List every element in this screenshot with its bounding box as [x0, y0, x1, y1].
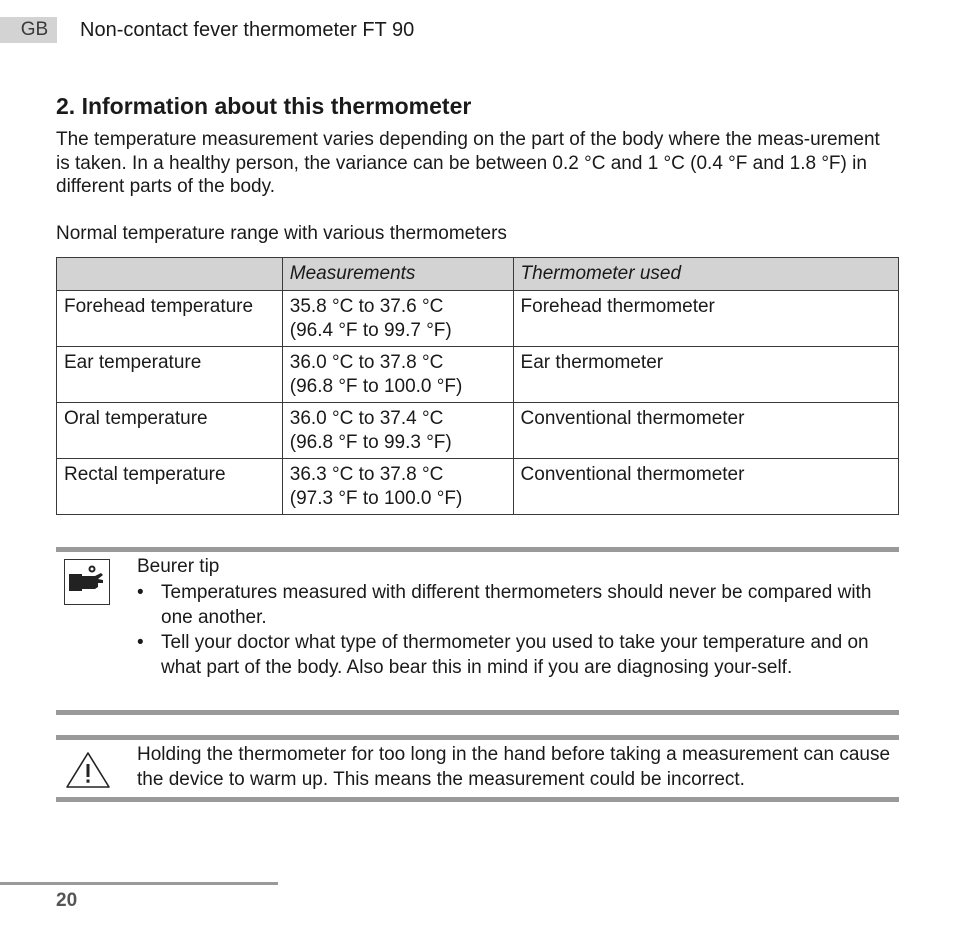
thermometer-type-cell: Conventional thermometer [513, 459, 898, 515]
language-badge: GB [0, 17, 57, 43]
warning-bottom-rule [56, 797, 899, 802]
tip-item [137, 580, 902, 630]
tip-list [137, 580, 902, 680]
warning-text: Holding the thermometer for too long in the hand before taking a measurement can cause the device to warm up. This means the measurement could be incorrect. [137, 744, 891, 790]
pointing-hand-icon [64, 559, 110, 605]
thermometer-type-cell: Forehead thermometer [513, 291, 898, 347]
range-fahrenheit: (96.8 °F to 100.0 °F) [289, 376, 463, 397]
table-row [57, 347, 899, 403]
table-row [57, 459, 899, 515]
body-site-cell: Forehead temperature [57, 291, 283, 347]
tip-item [137, 630, 902, 680]
bullet-icon: • [137, 582, 144, 603]
warning-top-rule [56, 735, 899, 740]
range-celsius: 36.0 °C to 37.8 °C [289, 352, 444, 373]
measurement-range-cell [282, 291, 513, 347]
tip-title: Beurer tip [137, 556, 220, 577]
range-celsius: 36.3 °C to 37.8 °C [289, 464, 444, 485]
measurement-range-cell [282, 403, 513, 459]
range-celsius: 35.8 °C to 37.6 °C [289, 296, 444, 317]
body-site-cell: Oral temperature [57, 403, 283, 459]
range-celsius: 36.0 °C to 37.4 °C [289, 408, 444, 429]
page-number: 20 [56, 890, 78, 911]
range-fahrenheit: (96.4 °F to 99.7 °F) [289, 320, 452, 341]
bullet-icon: • [137, 632, 144, 653]
tip-item-text: Temperatures measured with different thermometers should never be compared with one another. [161, 582, 872, 628]
document-header-title: Non-contact fever thermometer FT 90 [80, 19, 415, 41]
body-site-cell: Rectal temperature [57, 459, 283, 515]
column-header-thermometer-used: Thermometer used [513, 258, 898, 291]
warning-triangle-icon [64, 750, 112, 790]
thermometer-type-cell: Ear thermometer [513, 347, 898, 403]
column-header-measurements: Measurements [282, 258, 513, 291]
section-heading: 2. Information about this thermometer [56, 93, 472, 119]
column-header-site [57, 258, 283, 291]
tip-bottom-rule [56, 710, 899, 715]
measurement-range-cell [282, 459, 513, 515]
thermometer-type-cell: Conventional thermometer [513, 403, 898, 459]
tip-top-rule [56, 547, 899, 552]
temperature-range-table [56, 257, 899, 515]
footer-rule [0, 882, 278, 885]
tip-item-text: Tell your doctor what type of thermometer you used to take your temperature and on what part of the body. Also bear this in mind if you are diagnosing your-self. [161, 632, 869, 678]
table-row [57, 403, 899, 459]
body-site-cell: Ear temperature [57, 347, 283, 403]
range-fahrenheit: (97.3 °F to 100.0 °F) [289, 488, 463, 509]
table-row [57, 291, 899, 347]
measurement-range-cell [282, 347, 513, 403]
range-fahrenheit: (96.8 °F to 99.3 °F) [289, 432, 452, 453]
table-header-row [57, 258, 899, 291]
intro-paragraph: The temperature measurement varies depending on the part of the body where the meas-urement is taken. In a healthy person, the variance can be between 0.2 °C and 1 °C (0.4 °F and 1.8 °F) in different parts of the body. [56, 129, 880, 197]
table-caption: Normal temperature range with various thermometers [56, 223, 507, 244]
